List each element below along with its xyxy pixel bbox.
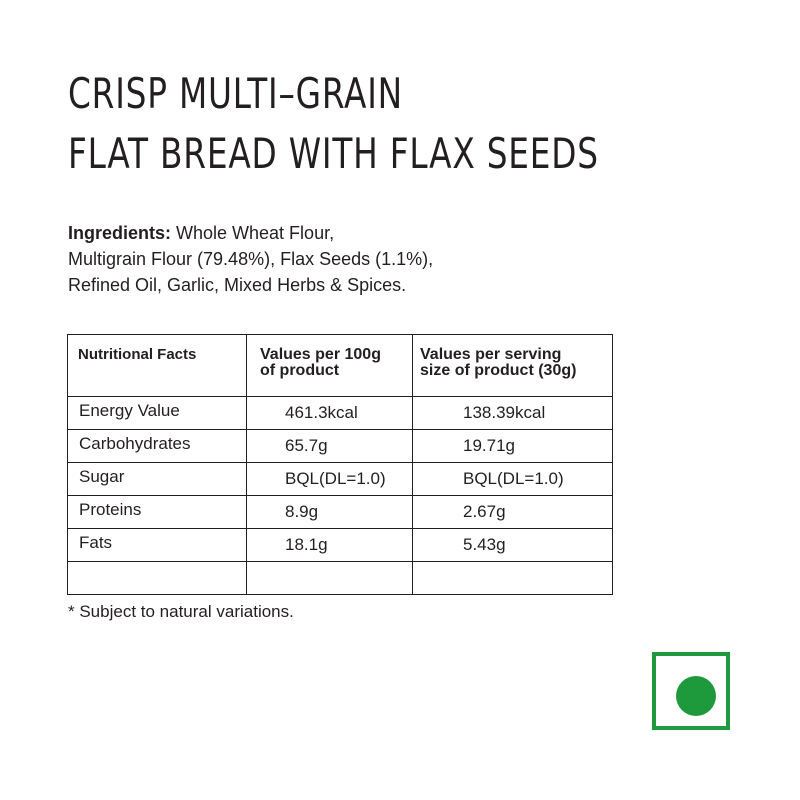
header-per-100g-line1: Values per 100g: [260, 346, 381, 363]
table-row: [68, 397, 613, 430]
table-row: [68, 496, 613, 529]
table-row: [68, 529, 613, 562]
vegetarian-dot-icon: [676, 676, 716, 716]
table-row: [68, 430, 613, 463]
nutrient-name: Fats: [79, 533, 113, 552]
nutrient-per-100g: BQL(DL=1.0): [285, 469, 386, 488]
nutrient-name: Carbohydrates: [79, 434, 191, 453]
header-per-serving-line2: size of product (30g): [420, 362, 577, 379]
nutrient-per-serving: [413, 562, 612, 568]
header-per-100g: [247, 335, 413, 397]
footnote: * Subject to natural variations.: [68, 602, 294, 621]
nutrient-name: Sugar: [79, 467, 125, 486]
nutrient-per-100g: 65.7g: [285, 436, 328, 455]
ingredients-text-line2: Multigrain Flour (79.48%), Flax Seeds (1.1%),: [68, 249, 434, 269]
ingredients-label: Ingredients:: [68, 223, 172, 243]
nutrient-per-100g: 8.9g: [285, 502, 319, 521]
nutrient-per-100g: [247, 562, 412, 568]
header-per-100g-line2: of product: [260, 362, 340, 379]
vegetarian-mark-icon: [652, 652, 730, 730]
nutrient-name: Energy Value: [79, 401, 180, 420]
nutrient-per-serving: 19.71g: [463, 436, 515, 455]
ingredients-text-line1: Whole Wheat Flour,: [171, 223, 335, 243]
table-row-empty: [68, 562, 613, 595]
product-title-line1: CRISP MULTI–GRAIN: [68, 69, 403, 118]
header-nutritional-facts: Nutritional Facts: [68, 335, 247, 397]
nutrient-name: [68, 562, 246, 566]
ingredients-text-line3: Refined Oil, Garlic, Mixed Herbs & Spices.: [68, 275, 407, 295]
product-title: [68, 64, 599, 184]
nutrient-name: Proteins: [79, 500, 142, 519]
table-row: [68, 463, 613, 496]
nutrient-per-serving: 138.39kcal: [463, 403, 546, 422]
nutrient-per-serving: BQL(DL=1.0): [463, 469, 564, 488]
nutrition-table: [67, 334, 613, 595]
nutrition-header-row: [68, 335, 613, 397]
nutrient-per-100g: 461.3kcal: [285, 403, 358, 422]
header-per-serving-line1: Values per serving: [420, 346, 562, 363]
header-per-serving: [413, 335, 613, 397]
nutrient-per-serving: 5.43g: [463, 535, 506, 554]
nutrient-per-100g: 18.1g: [285, 535, 328, 554]
ingredients-block: [68, 220, 538, 298]
product-title-line2: FLAT BREAD WITH FLAX SEEDS: [68, 129, 599, 178]
nutrient-per-serving: 2.67g: [463, 502, 506, 521]
